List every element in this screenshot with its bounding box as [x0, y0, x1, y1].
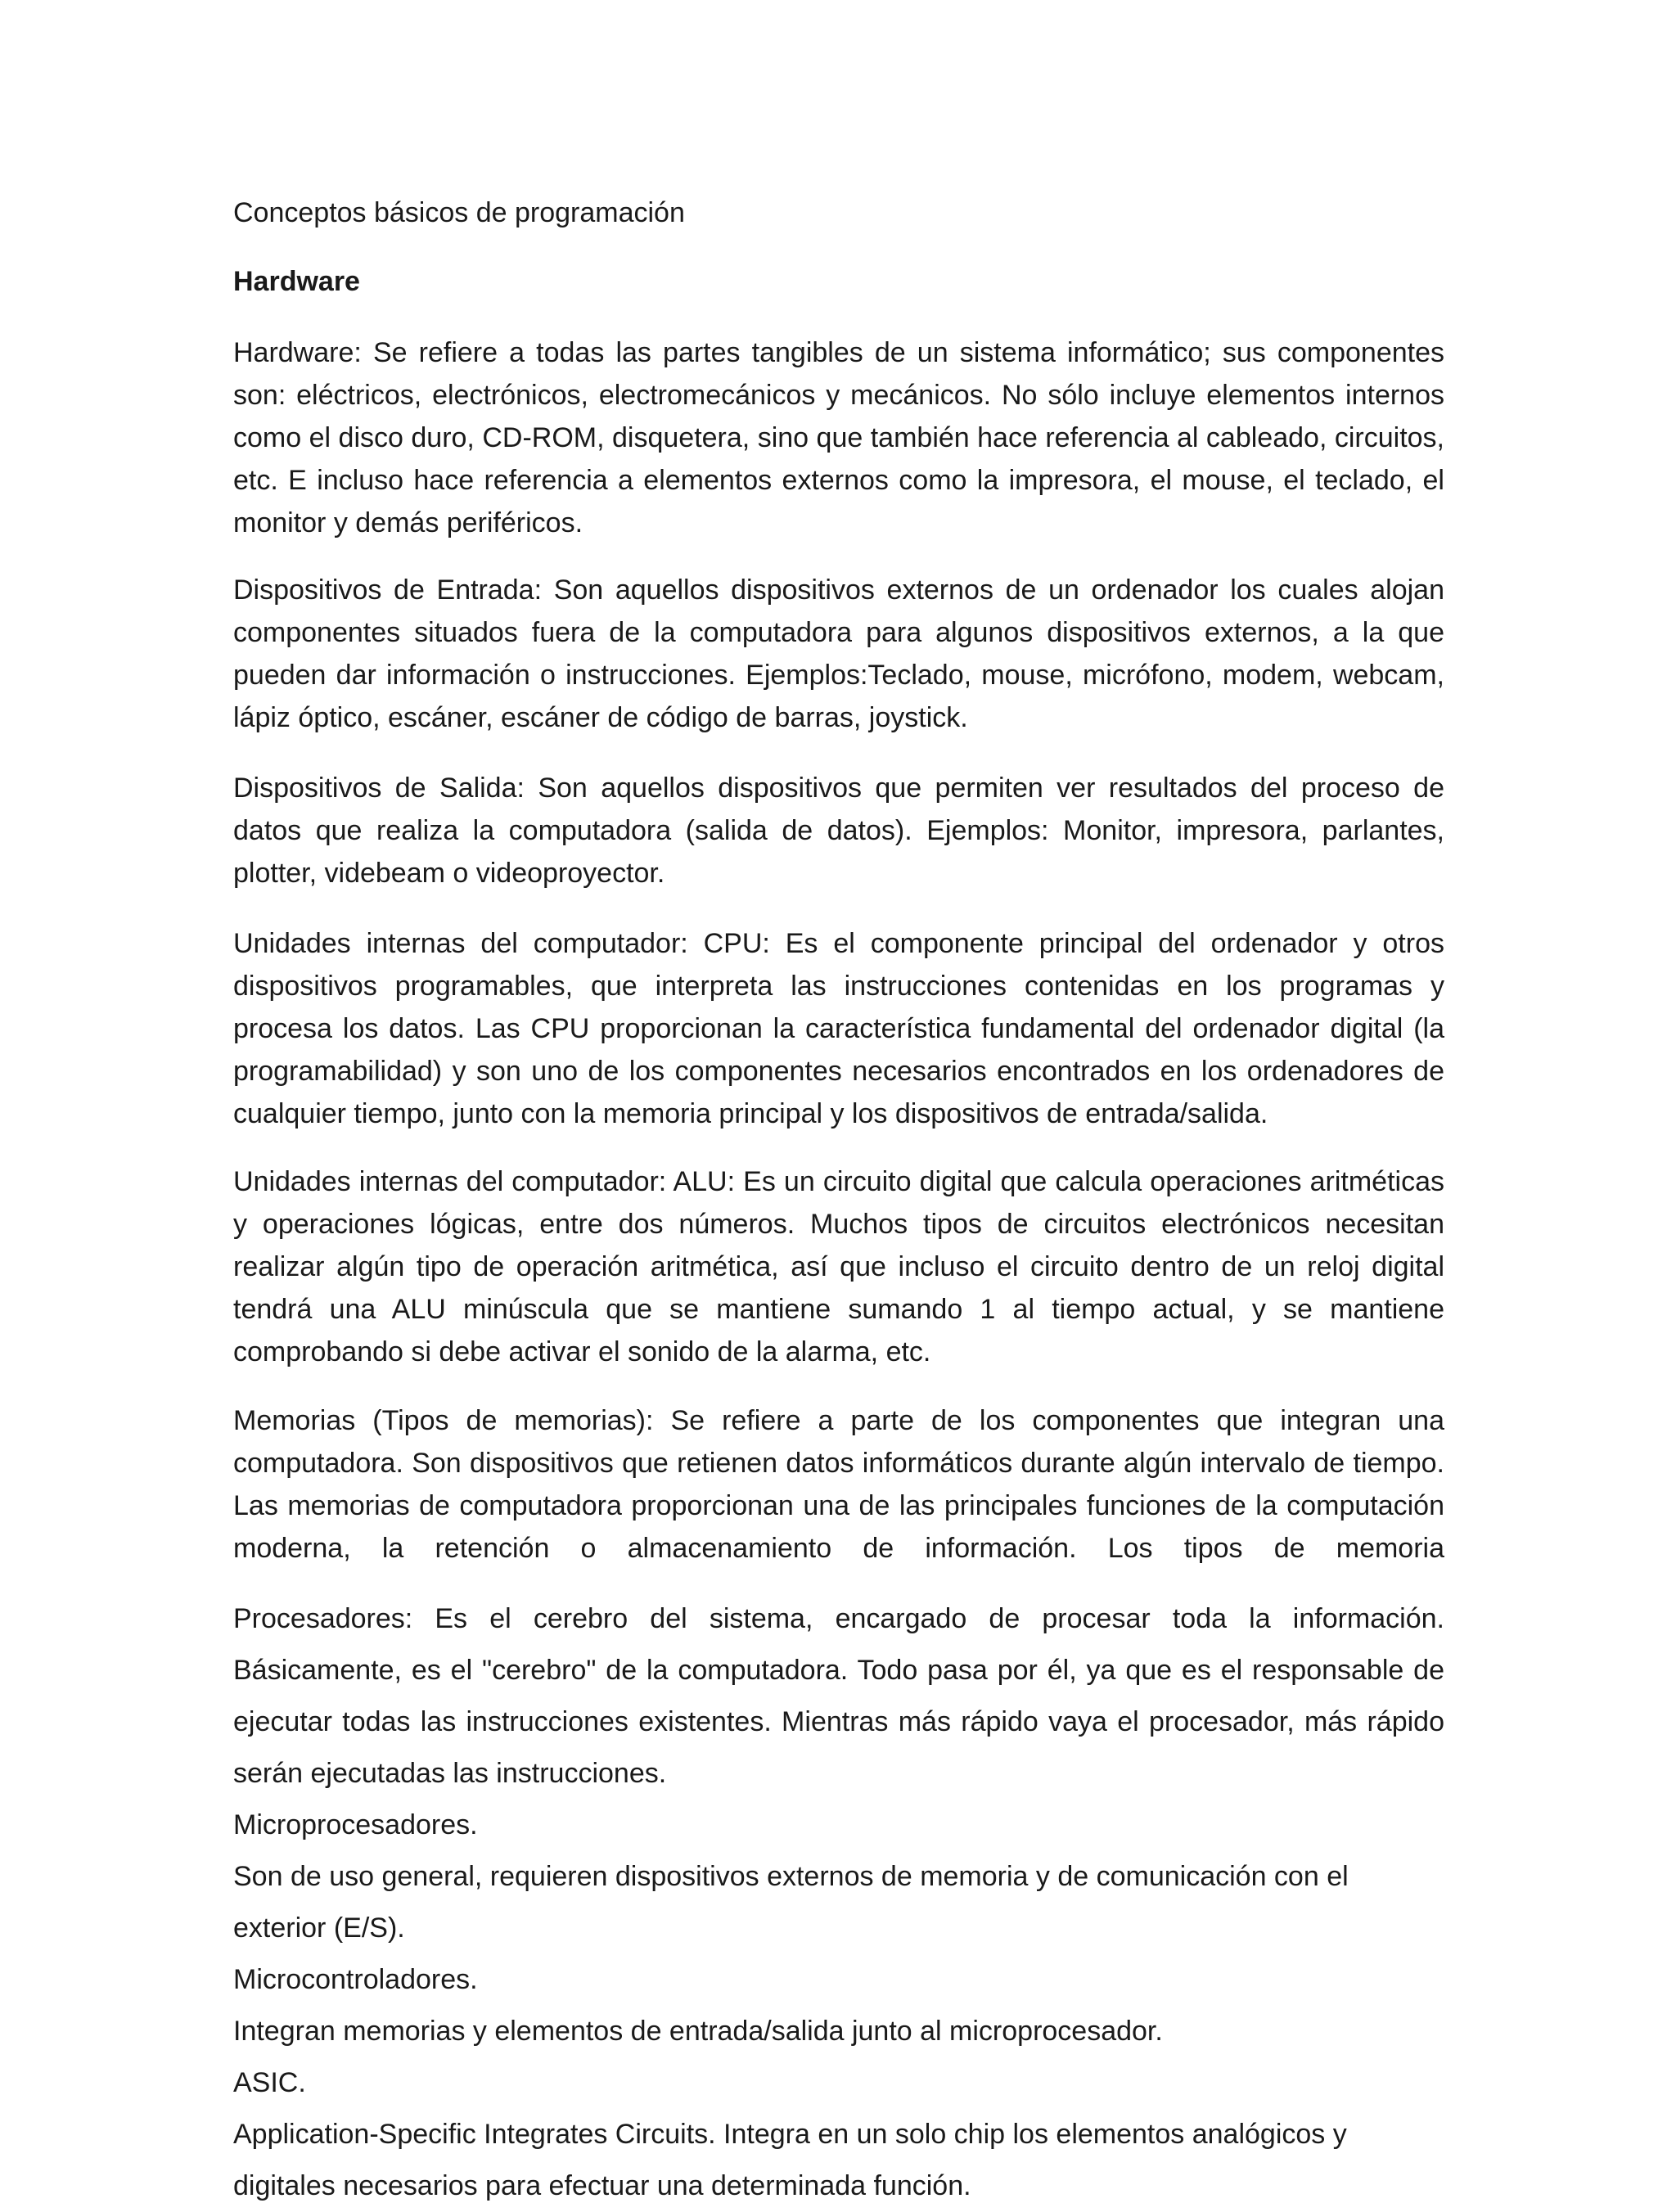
asic-desc: Application-Specific Integrates Circuits. Integra en un solo chip los elementos analógicos y digitales necesarios para efectuar una determinada función.	[233, 2119, 1347, 2201]
microcontroladores-title: Microcontroladores.	[233, 1964, 478, 1995]
paragraph-procesadores: Procesadores: Es el cerebro del sistema, encargado de procesar toda la información. Básicamente, es el "cerebro" de la computadora. Todo pasa por él, ya que es el responsable de ejecutar todas las instrucciones existentes. Mientras más rápido vaya el procesador, más rápido serán ejecutadas las instrucciones.	[233, 1603, 1444, 1789]
document-title: Conceptos básicos de programación	[233, 197, 685, 228]
paragraph-hardware: Hardware: Se refiere a todas las partes tangibles de un sistema informático; sus componentes son: eléctricos, electrónicos, electromecánicos y mecánicos. No sólo incluye elementos internos como el disco duro, CD-ROM, disquetera, sino que también hace referencia al cableado, circuitos, etc. E incluso hace referencia a elementos externos como la impresora, el mouse, el teclado, el monitor y demás periféricos.	[233, 337, 1444, 538]
microcontroladores-desc: Integran memorias y elementos de entrada/salida junto al microprocesador.	[233, 2016, 1163, 2047]
asic-title: ASIC.	[233, 2067, 306, 2098]
paragraph-alu: Unidades internas del computador: ALU: Es un circuito digital que calcula operaciones aritméticas y operaciones lógicas, entre dos números. Muchos tipos de circuitos electrónicos necesitan realizar algún tipo de operación aritmética, así que incluso el circuito dentro de un reloj digital tendrá una ALU minúscula que se mantiene sumando 1 al tiempo actual, y se mantiene comprobando si debe activar el sonido de la alarma, etc.	[233, 1166, 1444, 1367]
section-procesadores	[233, 1593, 1444, 2212]
microprocesadores-desc: Son de uso general, requieren dispositivos externos de memoria y de comunicación con el exterior (E/S).	[233, 1861, 1349, 1944]
paragraph-dispositivos-salida: Dispositivos de Salida: Son aquellos dispositivos que permiten ver resultados del proceso de datos que realiza la computadora (salida de datos). Ejemplos: Monitor, impresora, parlantes, plotter, videbeam o videoproyector.	[233, 773, 1444, 889]
section-heading-hardware: Hardware	[233, 266, 360, 297]
paragraph-dispositivos-entrada: Dispositivos de Entrada: Son aquellos dispositivos externos de un ordenador los cuales alojan componentes situados fuera de la computadora para algunos dispositivos externos, a la que pueden dar información o instrucciones. Ejemplos:Teclado, mouse, micrófono, modem, webcam, lápiz óptico, escáner, escáner de código de barras, joystick.	[233, 574, 1444, 733]
microprocesadores-title: Microprocesadores.	[233, 1809, 478, 1840]
paragraph-memorias: Memorias (Tipos de memorias): Se refiere a parte de los componentes que integran una computadora. Son dispositivos que retienen datos informáticos durante algún intervalo de tiempo. Las memorias de computadora proporcionan una de las principales funciones de la computación moderna, la retención o almacenamiento de información. Los tipos de memoria	[233, 1405, 1444, 1564]
paragraph-cpu: Unidades internas del computador: CPU: Es el componente principal del ordenador y otros dispositivos programables, que interpreta las instrucciones contenidas en los programas y procesa los datos. Las CPU proporcionan la característica fundamental del ordenador digital (la programabilidad) y son uno de los componentes necesarios encontrados en los ordenadores de cualquier tiempo, junto con la memoria principal y los dispositivos de entrada/salida.	[233, 928, 1444, 1129]
